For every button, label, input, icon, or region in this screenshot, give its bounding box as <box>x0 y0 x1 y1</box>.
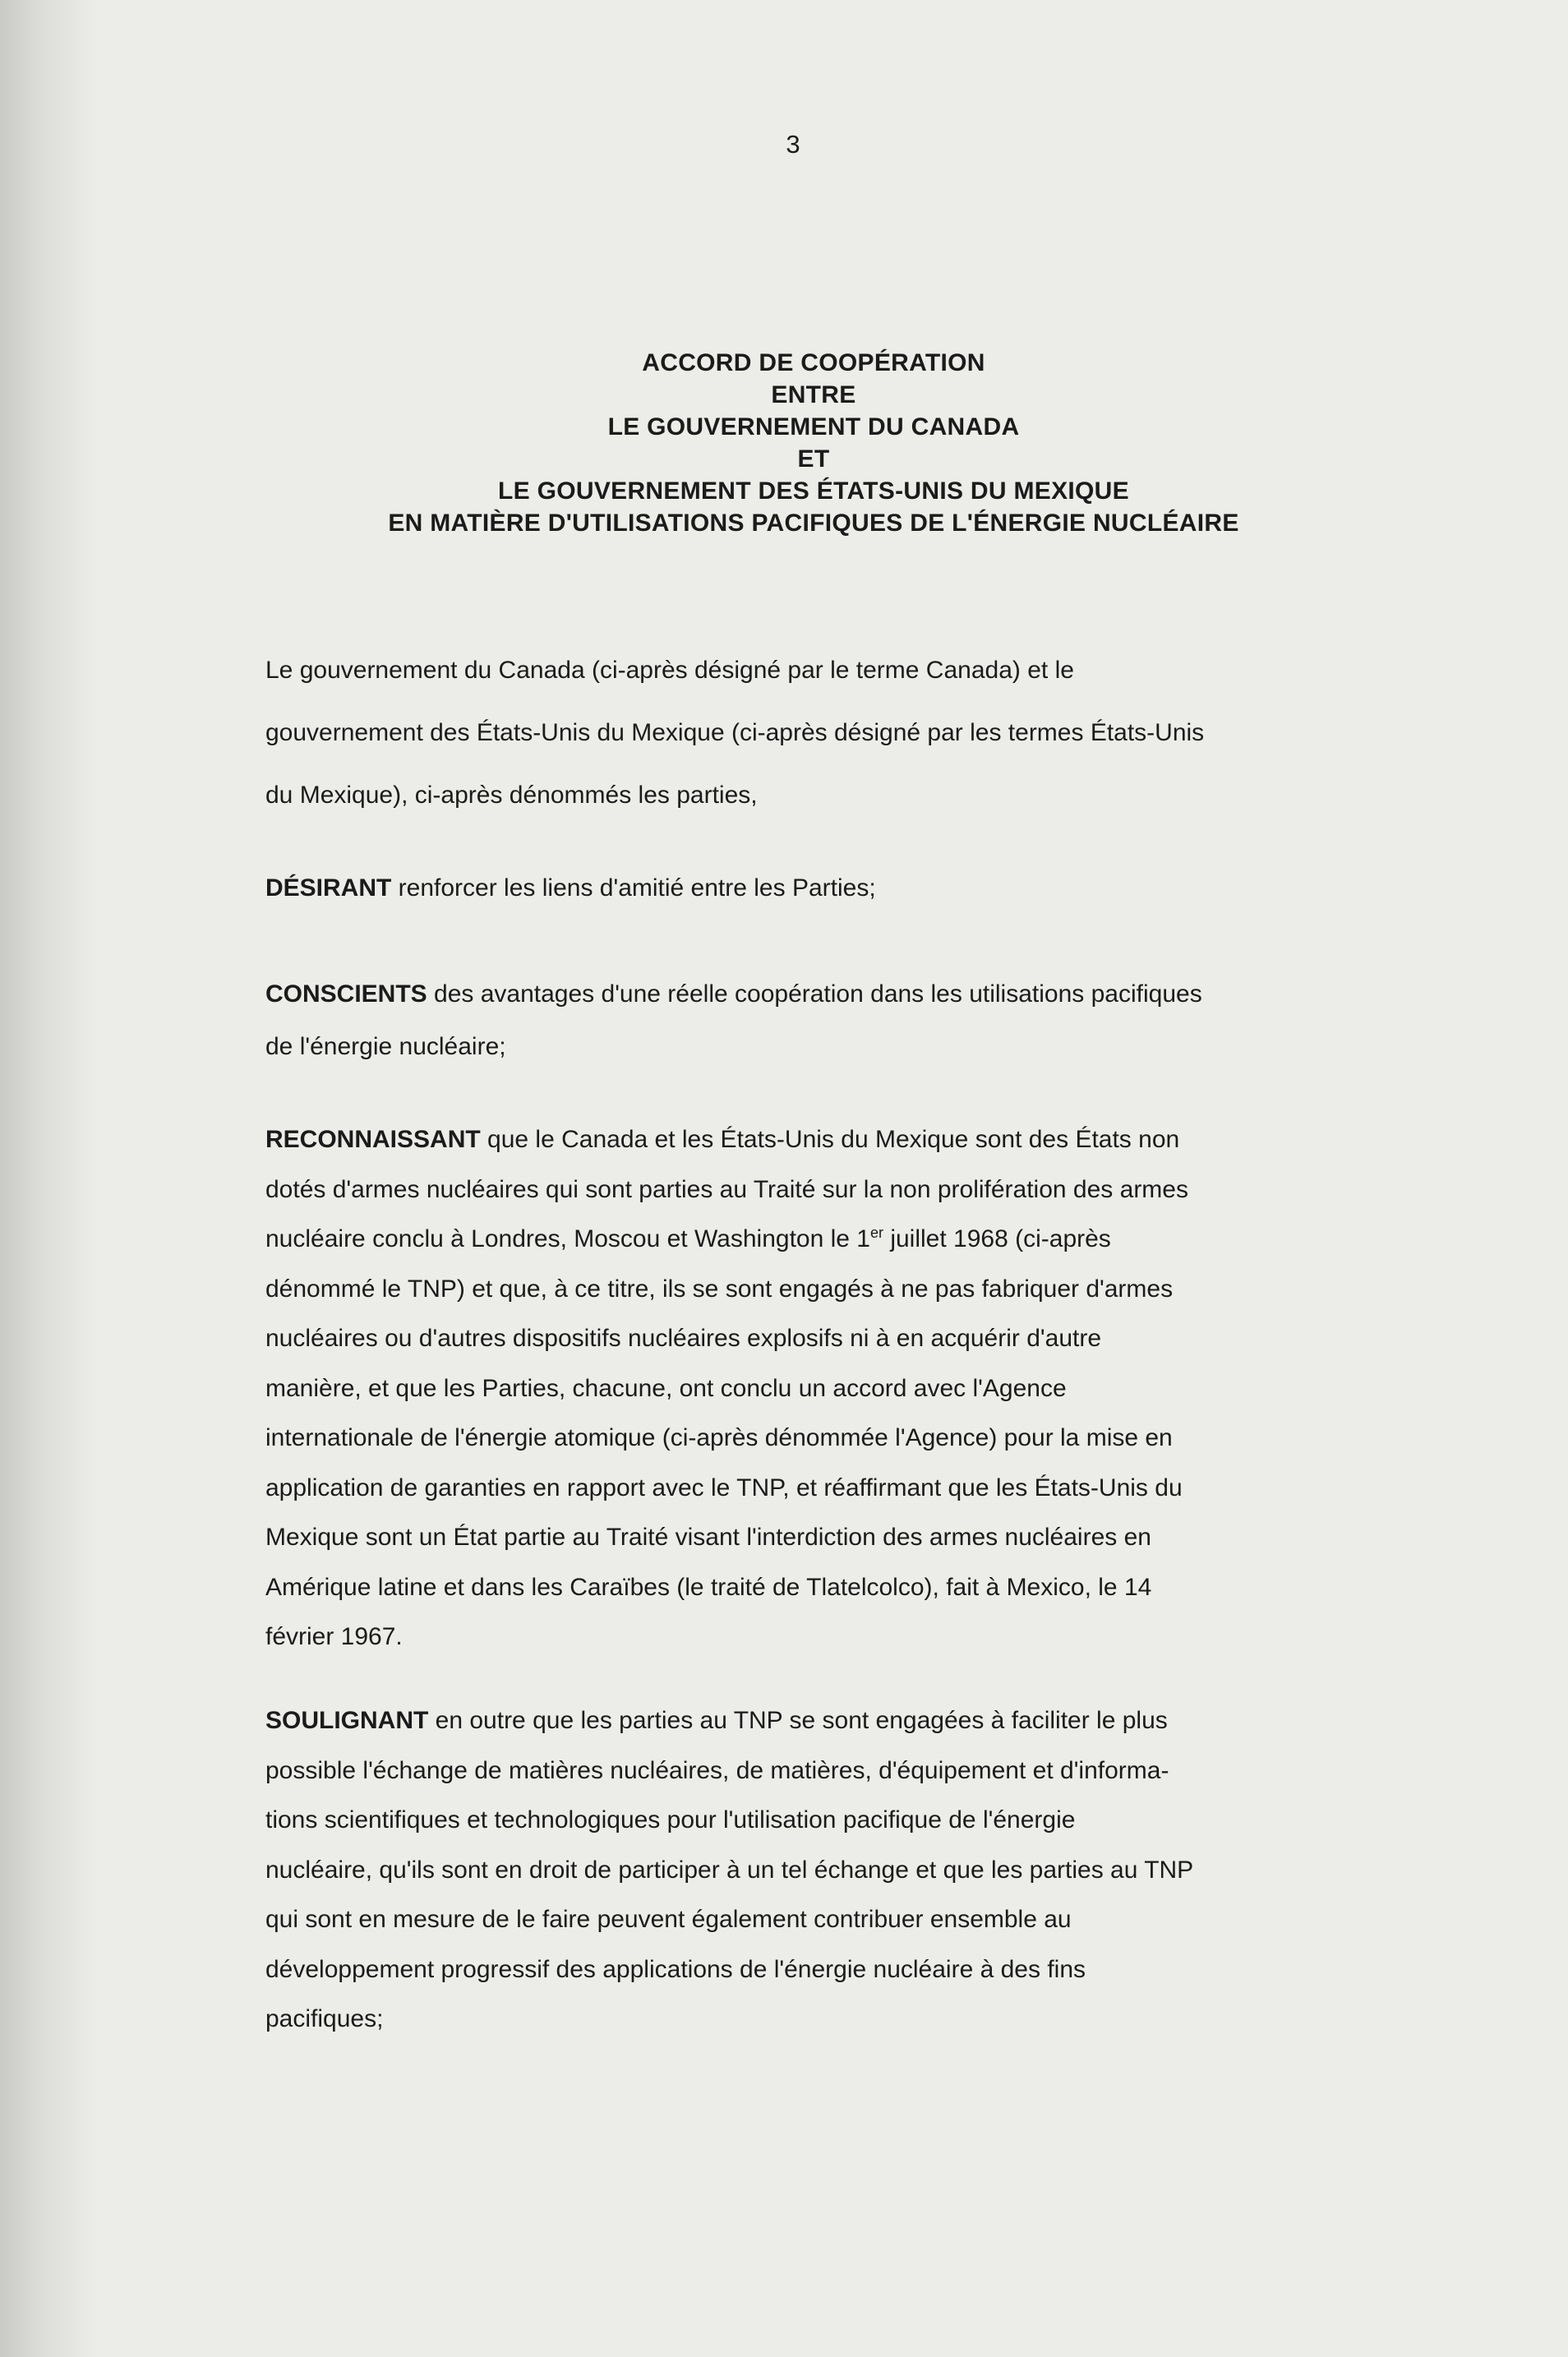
title-line: EN MATIÈRE D'UTILISATIONS PACIFIQUES DE L'ÉNERGIE NUCLÉAIRE <box>388 510 1239 537</box>
text-line: dotés d'armes nucléaires qui sont parties au Traité sur la non prolifération des armes <box>265 1175 1188 1203</box>
text-line <box>265 1115 1416 1165</box>
text-segment: renforcer les liens d'amitié entre les Parties; <box>391 874 876 902</box>
text-line: internationale de l'énergie atomique (ci-après dénommée l'Agence) pour la mise en <box>265 1424 1173 1451</box>
text-line: tions scientifiques et technologiques pour l'utilisation pacifique de l'énergie <box>265 1806 1076 1833</box>
text-line: gouvernement des États-Unis du Mexique (ci-après désigné par les termes États-Unis <box>265 719 1205 746</box>
text-line <box>265 1696 1416 1746</box>
text-segment: juillet 1968 (ci-après <box>883 1225 1111 1252</box>
desirant-paragraph <box>265 872 1416 905</box>
text-line: pacifiques; <box>265 2005 384 2032</box>
text-line: de l'énergie nucléaire; <box>265 1033 506 1060</box>
text-segment: nucléaire conclu à Londres, Moscou et Washington le 1 <box>265 1225 870 1252</box>
text-line: nucléaire, qu'ils sont en droit de participer à un tel échange et que les parties au TNP <box>265 1856 1194 1884</box>
text-line: nucléaires ou d'autres dispositifs nucléaires explosifs ni à en acquérir d'autre <box>265 1325 1102 1352</box>
title-line: LE GOUVERNEMENT DU CANADA <box>607 413 1020 440</box>
text-segment: en outre que les parties au TNP se sont engagées à faciliter le plus <box>428 1707 1168 1734</box>
page-edge-shadow <box>0 0 99 2357</box>
keyword: DÉSIRANT <box>265 874 392 902</box>
text-line: manière, et que les Parties, chacune, ont conclu un accord avec l'Agence <box>265 1374 1067 1402</box>
text-line: développement progressif des applications de l'énergie nucléaire à des fins <box>265 1955 1086 1983</box>
text-line <box>265 968 1416 1021</box>
text-line: dénommé le TNP) et que, à ce titre, ils se sont engagés à ne pas fabriquer d'armes <box>265 1275 1174 1303</box>
text-line: Amérique latine et dans les Caraïbes (le traité de Tlatelcolco), fait à Mexico, le 14 <box>265 1573 1152 1601</box>
keyword: SOULIGNANT <box>265 1707 429 1734</box>
text-line: application de garanties en rapport avec le TNP, et réaffirmant que les États-Unis du <box>265 1474 1183 1501</box>
text-line: qui sont en mesure de le faire peuvent également contribuer ensemble au <box>265 1906 1072 1933</box>
title-line: LE GOUVERNEMENT DES ÉTATS-UNIS DU MEXIQUE <box>498 477 1129 505</box>
text-line: du Mexique), ci-après dénommés les parties, <box>265 782 758 809</box>
superscript: er <box>869 1225 883 1241</box>
text-line: Mexique sont un État partie au Traité visant l'interdiction des armes nucléaires en <box>265 1524 1151 1551</box>
conscients-paragraph <box>265 968 1416 1073</box>
text-segment: des avantages d'une réelle coopération dans les utilisations pacifiques <box>427 980 1202 1008</box>
text-line <box>265 1215 1416 1265</box>
title-line: ACCORD DE COOPÉRATION <box>642 349 985 376</box>
intro-paragraph <box>265 639 1416 827</box>
text-line: possible l'échange de matières nucléaires, de matières, d'équipement et d'informa- <box>265 1756 1169 1784</box>
text-segment: que le Canada et les États-Unis du Mexique sont des États non <box>480 1126 1180 1153</box>
document-title <box>271 347 1356 539</box>
keyword: CONSCIENTS <box>265 980 427 1008</box>
reconnaissant-paragraph <box>265 1115 1416 1663</box>
title-line: ET <box>797 445 830 473</box>
keyword: RECONNAISSANT <box>265 1126 481 1153</box>
text-line: février 1967. <box>265 1623 403 1650</box>
text-line <box>265 872 1416 905</box>
page-number: 3 <box>786 130 800 159</box>
text-line: Le gouvernement du Canada (ci-après désigné par le terme Canada) et le <box>265 657 1074 684</box>
title-line: ENTRE <box>771 381 856 408</box>
soulignant-paragraph <box>265 1696 1416 2045</box>
